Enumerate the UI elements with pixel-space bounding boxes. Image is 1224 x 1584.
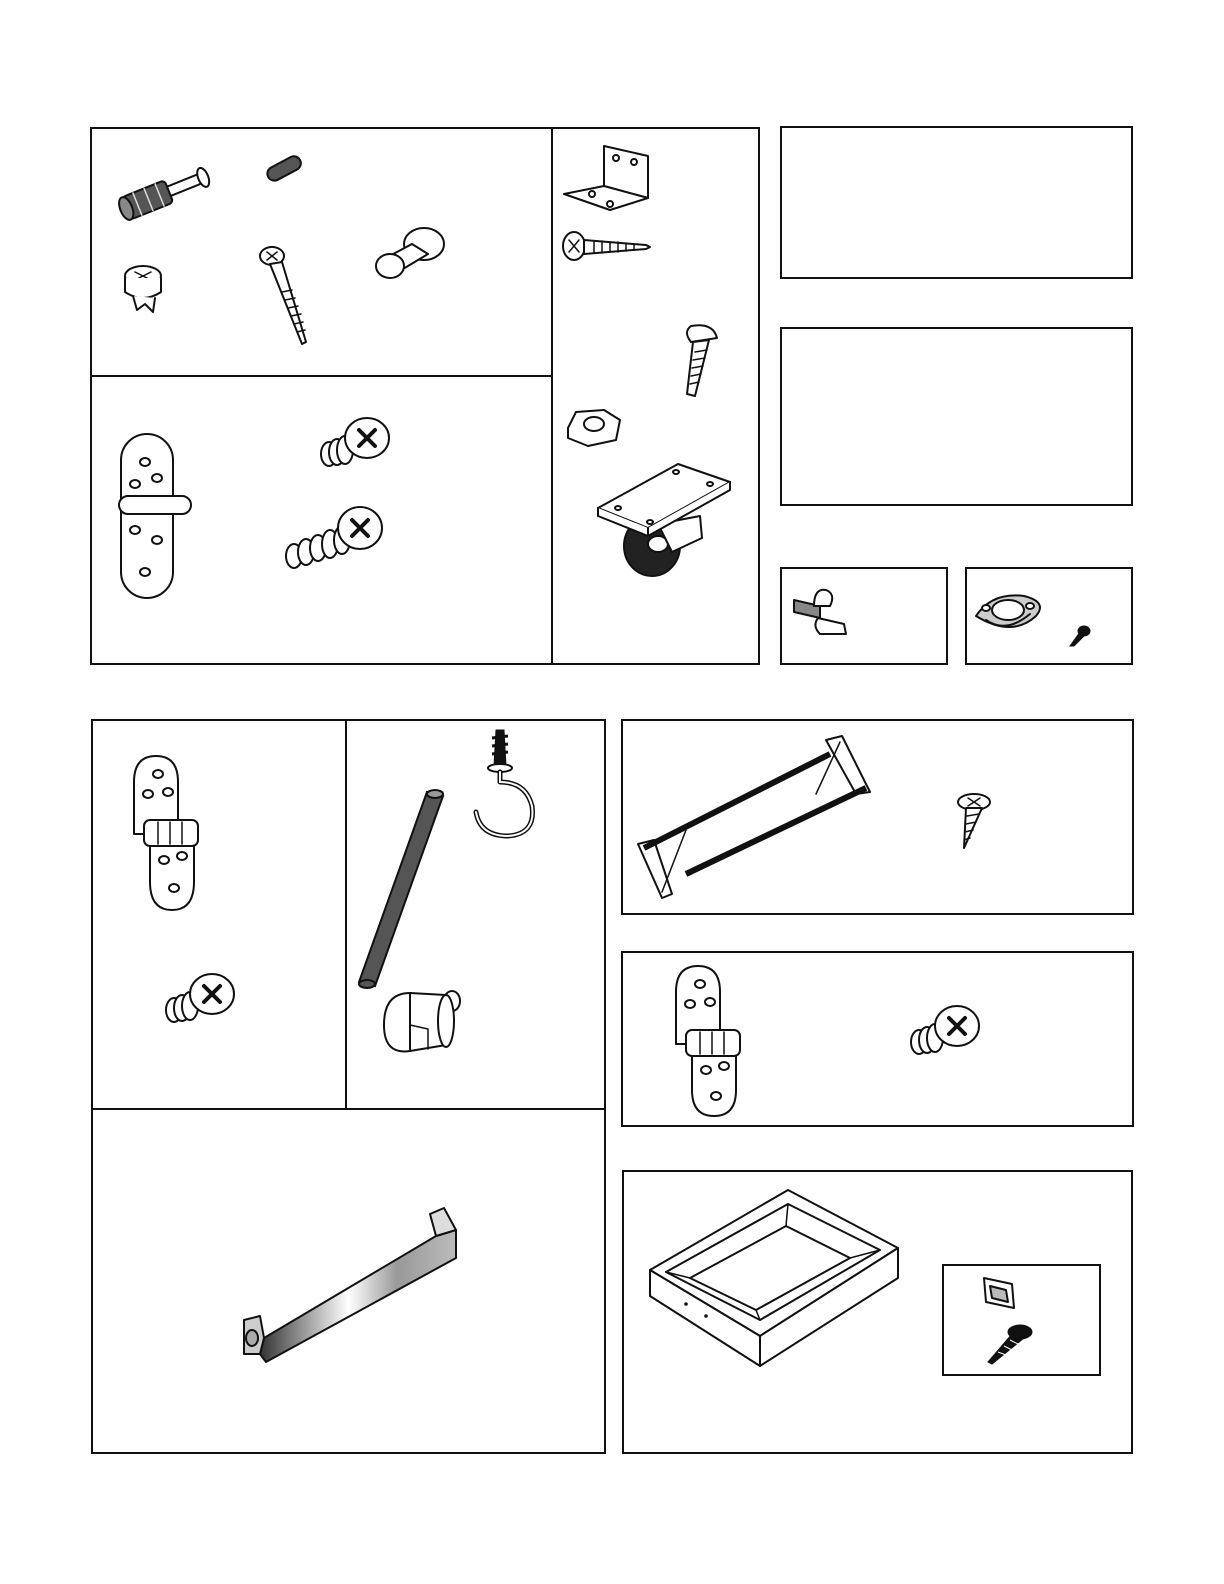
cam-bolt-icon	[110, 155, 220, 230]
l-bracket-icon	[560, 138, 655, 216]
wood-screw-icon	[258, 244, 318, 350]
divider-vertical	[551, 128, 553, 664]
rod-socket-icon	[380, 985, 470, 1065]
black-screw-icon	[1066, 624, 1092, 650]
euro-screw-icon	[160, 966, 240, 1032]
wire-clip-icon	[790, 584, 860, 644]
towel-bar-icon	[240, 1204, 465, 1364]
hex-nut-icon	[562, 404, 624, 452]
divider-horizontal	[91, 375, 552, 377]
drawer-bracket-icon	[976, 1274, 1026, 1314]
euro-screw-icon	[905, 998, 985, 1064]
cam-lock-icon	[115, 260, 170, 320]
empty-box-1	[780, 126, 1133, 279]
closet-rod-icon	[355, 786, 455, 991]
euro-screw-icon	[315, 410, 395, 476]
drawer-slide-icon	[634, 732, 884, 908]
empty-box-2	[780, 327, 1133, 506]
wood-screw-icon	[948, 790, 998, 852]
drawer-box-icon	[644, 1186, 906, 1370]
pan-head-screw-icon	[560, 226, 655, 268]
euro-screw-icon	[280, 498, 390, 580]
divider-horizontal	[92, 1108, 605, 1110]
butt-hinge-icon	[672, 962, 752, 1122]
cup-hook-icon	[468, 726, 548, 846]
flag-hinge-icon	[115, 430, 195, 605]
divider-vertical	[345, 720, 347, 1110]
wood-dowel-icon	[260, 150, 310, 186]
plate-caster-icon	[592, 456, 737, 581]
carriage-bolt-icon	[665, 318, 725, 402]
black-screw-icon	[984, 1322, 1034, 1368]
shelf-pin-icon	[372, 220, 452, 282]
cable-tie-icon	[972, 586, 1052, 642]
butt-hinge-icon	[130, 752, 210, 917]
